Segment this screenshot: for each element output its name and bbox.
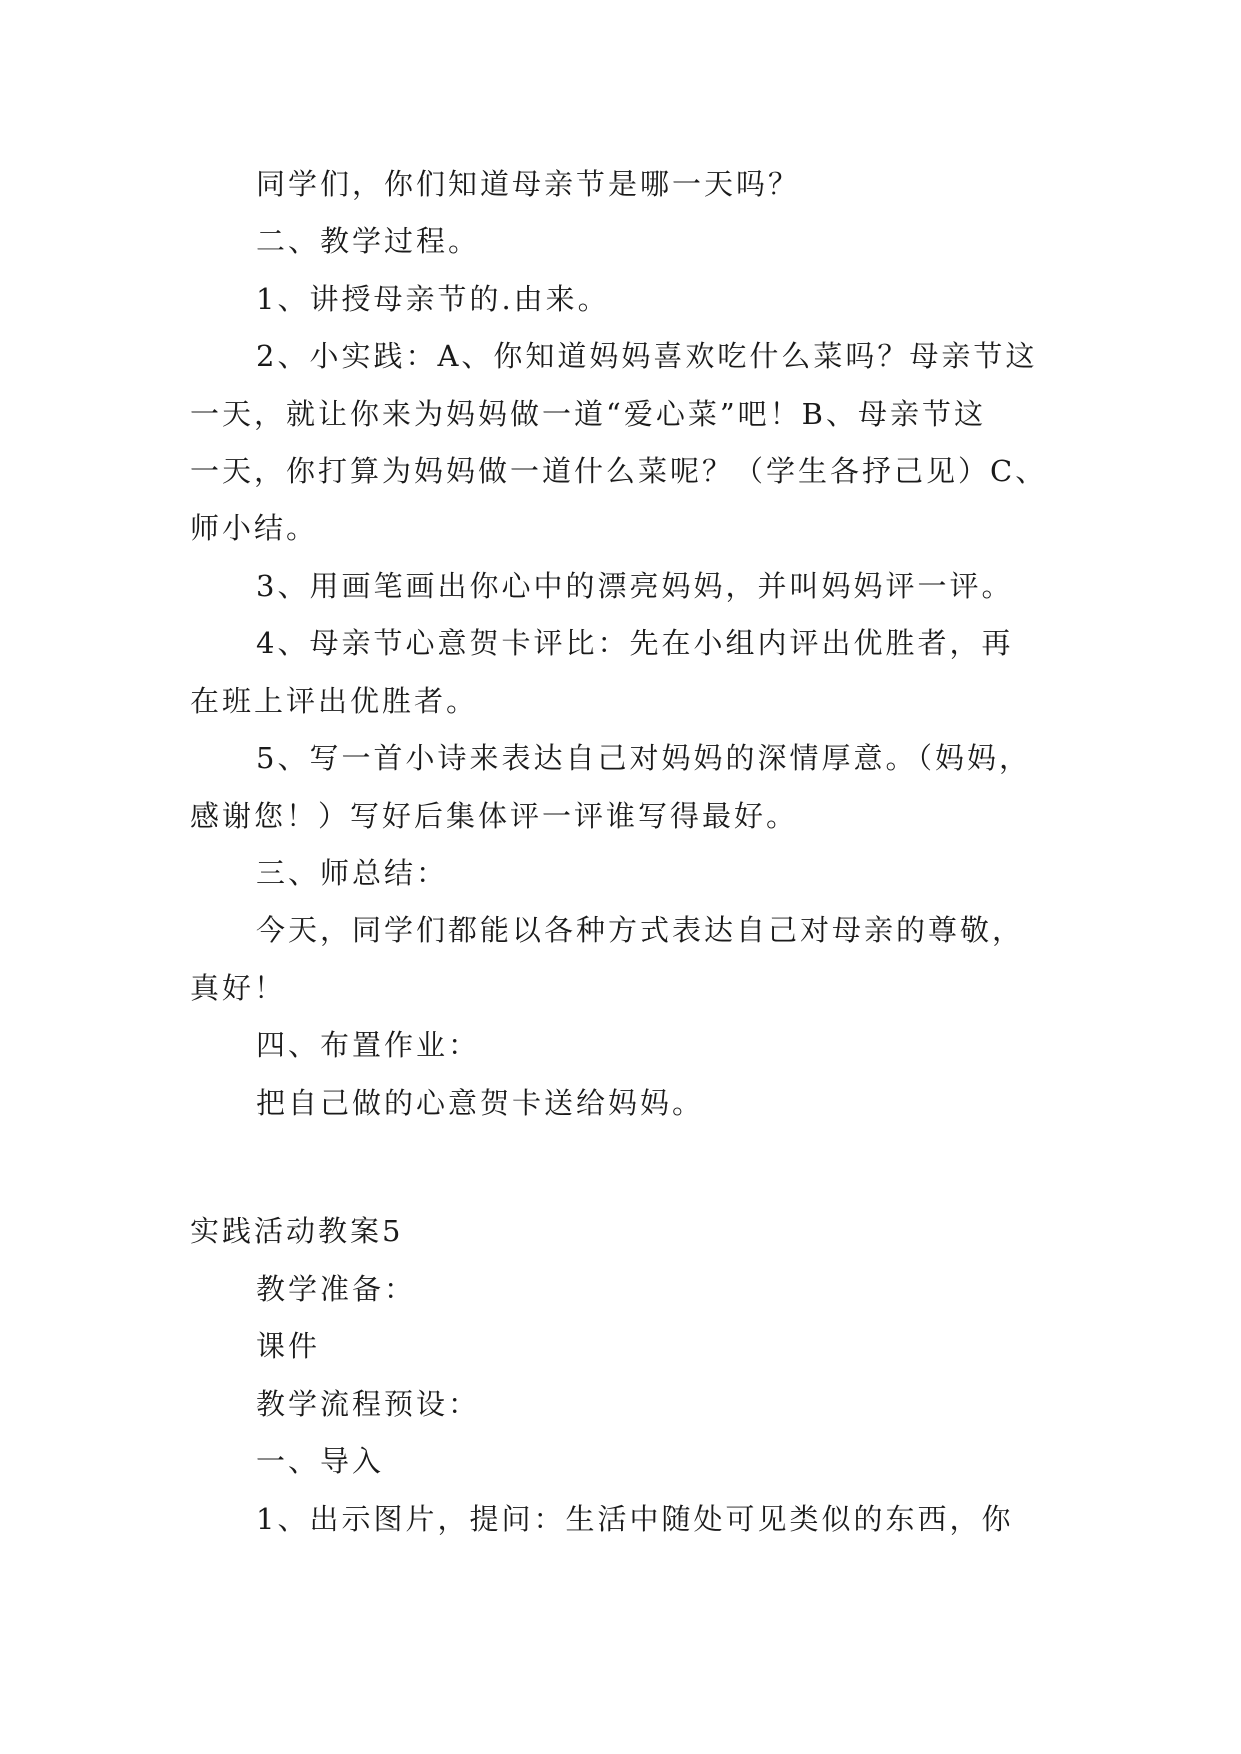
paragraph-line: 今天，同学们都能以各种方式表达自己对母亲的尊敬， bbox=[256, 913, 1025, 947]
section-heading: 三、师总结： bbox=[256, 856, 449, 890]
paragraph-line: 5、写一首小诗来表达自己对妈妈的深情厚意。（妈妈， bbox=[256, 741, 1031, 775]
paragraph-line: 教学准备： bbox=[256, 1272, 417, 1306]
section-heading: 二、教学过程。 bbox=[256, 224, 481, 258]
paragraph-line: 一天，你打算为妈妈做一道什么菜呢？（学生各抒己见）C、 bbox=[190, 454, 1048, 488]
paragraph-line: 教学流程预设： bbox=[256, 1387, 481, 1421]
paragraph-line: 一天，就让你来为妈妈做一道“爱心菜”吧！B、母亲节这 bbox=[190, 397, 986, 431]
paragraph-line: 3、用画笔画出你心中的漂亮妈妈，并叫妈妈评一评。 bbox=[256, 569, 1014, 603]
paragraph-line: 同学们，你们知道母亲节是哪一天吗？ bbox=[256, 167, 801, 201]
paragraph-line: 1、讲授母亲节的.由来。 bbox=[256, 282, 610, 316]
paragraph-line: 课件 bbox=[256, 1329, 321, 1363]
paragraph-line: 真好！ bbox=[190, 971, 287, 1005]
paragraph-line: 4、母亲节心意贺卡评比：先在小组内评出优胜者，再 bbox=[256, 626, 1014, 660]
paragraph-line: 把自己做的心意贺卡送给妈妈。 bbox=[256, 1086, 705, 1120]
paragraph-line: 在班上评出优胜者。 bbox=[190, 684, 479, 718]
paragraph-line: 2、小实践：A、你知道妈妈喜欢吃什么菜吗？母亲节这 bbox=[256, 339, 1038, 373]
document-title: 实践活动教案5 bbox=[190, 1214, 404, 1248]
section-heading: 四、布置作业： bbox=[256, 1028, 481, 1062]
paragraph-line: 感谢您！）写好后集体评一评谁写得最好。 bbox=[190, 799, 799, 833]
paragraph-line: 1、出示图片，提问：生活中随处可见类似的东西，你 bbox=[256, 1502, 1014, 1536]
section-heading: 一、导入 bbox=[256, 1444, 385, 1478]
paragraph-line: 师小结。 bbox=[190, 511, 319, 545]
